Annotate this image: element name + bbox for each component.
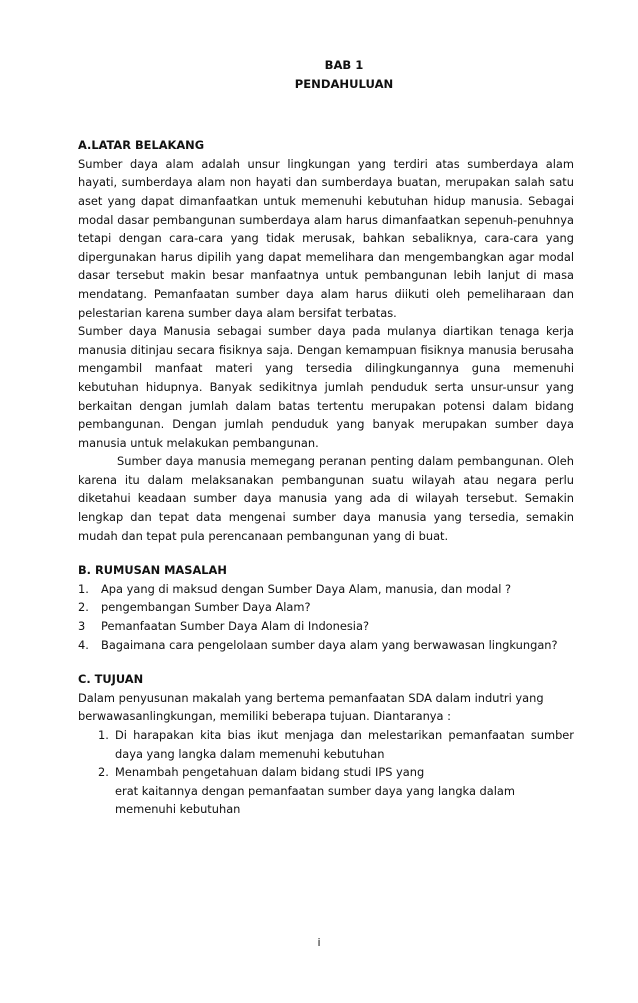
tujuan-intro xyxy=(78,689,574,726)
list-item-number: 1. xyxy=(98,728,109,742)
list-item xyxy=(78,617,574,636)
page-number: i xyxy=(317,936,321,949)
paragraph-peranan-sdm: Sumber daya manusia memegang peranan penting dalam pembangunan. Oleh karena itu dalam melaksanakan pembangunan suatu wilayah atau negara perlu diketahui keadaan sumber daya manusia yang ada di wilayah tersebut. Semakin lengkap dan tepat data mengenai sumber daya manusia yang tersedia, semakin mudah dan tepat pula perencanaan pembangunan yang di buat. xyxy=(78,454,574,543)
list-item-text: pengembangan Sumber Daya Alam? xyxy=(101,600,311,615)
tujuan-list xyxy=(98,726,574,819)
list-item-line: erat kaitannya dengan pemanfaatan sumber daya yang langka dalam xyxy=(115,783,516,798)
list-item-number: 4. xyxy=(78,637,89,652)
list-item-line: memenuhi kebutuhan xyxy=(115,802,241,817)
list-item-text: Di harapakan kita bias ikut menjaga dan melestarikan pemanfaatan sumber daya yang langka dalam memenuhi kebutuhan xyxy=(115,728,574,761)
rumusan-masalah-list xyxy=(78,580,574,654)
list-item-number: 2. xyxy=(98,765,109,780)
list-item xyxy=(98,726,574,763)
list-item xyxy=(78,580,574,599)
list-item-text: Apa yang di maksud dengan Sumber Daya Alam, manusia, dan modal ? xyxy=(101,581,512,596)
paragraph-sumber-daya-manusia: Sumber daya Manusia sebagai sumber daya pada mulanya diartikan tenaga kerja manusia ditinjau secara fisiknya saja. Dengan kemampuan fisiknya manusia berusaha mengambil manfaat materi yang tersedia dilingkungannya guna memenuhi kebutuhan hidupnya. Banyak sedikitnya jumlah penduduk serta unsur-unsur yang berkaitan dengan jumlah dalam batas tertentu merupakan potensi dalam bidang pembangunan. Dengan jumlah penduduk yang banyak merupakan sumber daya manusia untuk melakukan pembangunan. xyxy=(78,324,574,450)
list-item-line: Menambah pengetahuan dalam bidang studi IPS yang xyxy=(115,765,425,780)
list-item-text: Pemanfaatan Sumber Daya Alam di Indonesia? xyxy=(101,619,370,634)
list-item xyxy=(98,763,574,819)
list-item-text: Bagaimana cara pengelolaan sumber daya alam yang berwawasan lingkungan? xyxy=(101,637,558,652)
chapter-number: BAB 1 xyxy=(324,58,364,72)
chapter-title: PENDAHULUAN xyxy=(294,76,394,91)
list-item xyxy=(78,636,574,655)
list-item-number: 2. xyxy=(78,600,89,615)
list-item-text xyxy=(115,763,574,819)
document-page xyxy=(78,56,574,819)
paragraph-sumber-daya-alam: Sumber daya alam adalah unsur lingkungan yang terdiri atas sumberdaya alam hayati, sumberdaya alam non hayati dan sumberdaya buatan, merupakan salah satu aset yang dapat dimanfaatkan untuk memenuhi kebutuhan hidup manusia. Sebagai modal dasar pembangunan sumberdaya alam harus dimanfaatkan sepenuh-penuhnya tetapi dengan cara-cara yang tidak merusak, bahkan sebaliknya, cara-cara yang dipergunakan harus dipilih yang dapat memelihara dan mengembangkan agar modal dasar tersebut makin besar manfaatnya untuk pembangunan lebih lanjut di masa mendatang. Pemanfaatan sumber daya alam harus diikuti oleh pemeliharaan dan pelestarian karena sumber daya alam bersifat terbatas. xyxy=(78,156,574,320)
section-heading-tujuan: C. TUJUAN xyxy=(78,672,144,687)
tujuan-intro-line: Dalam penyusunan makalah yang bertema pemanfaatan SDA dalam indutri yang xyxy=(78,690,544,705)
section-heading-latar-belakang: A.LATAR BELAKANG xyxy=(78,138,205,153)
section-heading-rumusan-masalah: B. RUMUSAN MASALAH xyxy=(78,563,227,578)
list-item-number: 1. xyxy=(78,581,89,596)
tujuan-intro-line: berwawasanlingkungan, memiliki beberapa tujuan. Diantaranya : xyxy=(78,709,451,724)
list-item xyxy=(78,598,574,617)
list-item-number: 3 xyxy=(78,619,86,634)
